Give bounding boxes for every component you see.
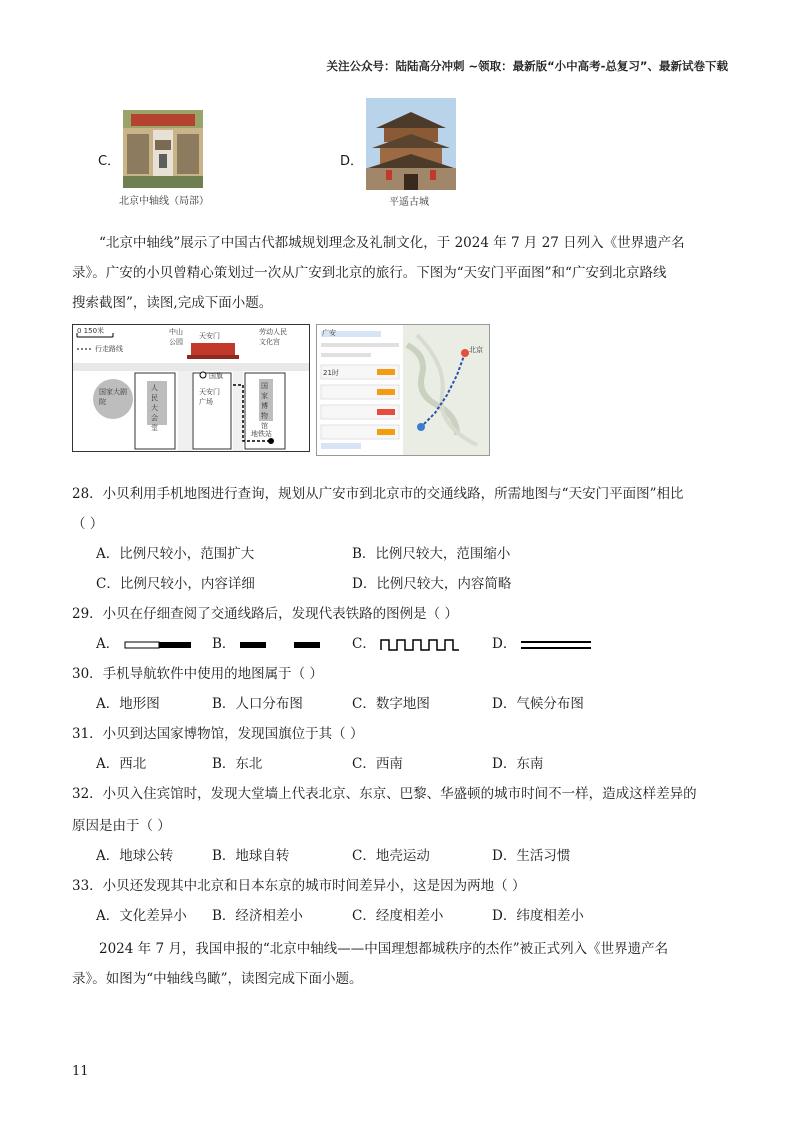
q28-option-d[interactable]: D．比例尺较大，内容简略: [352, 576, 512, 592]
q28-stem: 28．小贝利用手机地图进行查询，规划从广安市到北京市的交通线路，所需地图与“天安门平面图”相比: [72, 486, 684, 502]
q31-option-b[interactable]: B．东北: [212, 756, 263, 772]
header-note: 关注公众号：陆陆高分冲刺 ~领取：最新版“小中高考-总复习”、最新试卷下载: [326, 59, 728, 73]
option-c-caption: 北京中轴线（局部）: [119, 196, 209, 207]
q28-stem2: （ ）: [72, 516, 104, 532]
intro-paragraph-1: [72, 228, 728, 258]
route-from: 广安: [322, 329, 336, 337]
rail-legend-c-icon: [380, 638, 460, 652]
intro1-line3: 搜索截图”，读图,完成下面小题。: [72, 295, 273, 311]
option-c-label: C．: [98, 154, 121, 169]
map-label-museum: 国家博物馆: [261, 382, 268, 430]
map-label-station: 地铁站: [251, 430, 272, 438]
intro1-line2: 录》。广安的小贝曾精心策划过一次从广安到北京的旅行。下图为“天安门平面图”和“广安到北京路线: [72, 265, 667, 281]
q30-stem: 30．手机导航软件中使用的地图属于（ ）: [72, 666, 323, 682]
q29-option-a-label: A．: [96, 636, 120, 652]
q28-option-c[interactable]: C．比例尺较小，内容详细: [96, 576, 255, 592]
rail-legend-a-icon: [124, 640, 192, 650]
q33-option-c[interactable]: C．经度相差小: [352, 908, 444, 924]
tiananmen-plan-map: [72, 324, 310, 452]
q31-option-d[interactable]: D．东南: [492, 756, 544, 772]
q32-option-c[interactable]: C．地壳运动: [352, 848, 430, 864]
q32-stem: 32．小贝入住宾馆时，发现大堂墙上代表北京、东京、巴黎、华盛顿的城市时间不一样，造成这样差异的: [72, 786, 697, 802]
map-label-zhongshan: 中山 公园: [169, 328, 183, 346]
q33-stem: 33．小贝还发现其中北京和日本东京的城市时间差异小，这是因为两地（ ）: [72, 878, 526, 894]
beijing-axis-photo: [123, 110, 203, 188]
q33-option-d[interactable]: D．纬度相差小: [492, 908, 584, 924]
q29-option-b-label: B．: [212, 636, 236, 652]
q29-option-d[interactable]: [492, 632, 591, 652]
rail-legend-d-icon: [521, 639, 591, 651]
q32-option-d[interactable]: D．生活习惯: [492, 848, 571, 864]
q29-option-a[interactable]: [96, 632, 192, 652]
intro2-line1: 2024 年 7 月，我国申报的“北京中轴线——中国理想都城秩序的杰作”被正式列入《世界遗产名: [99, 941, 669, 957]
map-label-hall: 人民大会堂: [151, 384, 158, 432]
map-label-tiananmen: 天安门: [199, 332, 220, 340]
q28-option-a[interactable]: A．比例尺较小，范围扩大: [96, 546, 255, 562]
q29-option-c[interactable]: [352, 632, 460, 652]
page-number: 11: [72, 1064, 89, 1079]
route-to: 北京: [469, 346, 483, 354]
route-duration: 21时: [323, 369, 339, 377]
option-d-label: D．: [340, 154, 364, 169]
q33-option-b[interactable]: B．经济相差小: [212, 908, 303, 924]
q33-option-a[interactable]: A．文化差异小: [96, 908, 187, 924]
q30-option-b[interactable]: B．人口分布图: [212, 696, 303, 712]
q29-option-b[interactable]: [212, 632, 322, 652]
map-label-theatre: 国家大剧院: [99, 388, 127, 406]
q32-stem2: 原因是由于（ ）: [72, 818, 171, 834]
q31-option-a[interactable]: A．西北: [96, 756, 147, 772]
option-d-caption: 平遥古城: [389, 197, 429, 208]
q29-stem: 29．小贝在仔细查阅了交通线路后，发现代表铁路的图例是（ ）: [72, 606, 458, 622]
q32-option-b[interactable]: B．地球自转: [212, 848, 290, 864]
q30-option-d[interactable]: D．气候分布图: [492, 696, 584, 712]
map-label-laodong: 劳动人民 文化宫: [259, 328, 287, 346]
map-label-square: 天安门 广场: [199, 388, 220, 406]
map-scale: 0 150米: [77, 327, 105, 335]
q30-option-a[interactable]: A．地形图: [96, 696, 160, 712]
pingyao-photo: [366, 98, 456, 190]
q28-option-b[interactable]: B．比例尺较大，范围缩小: [352, 546, 511, 562]
q29-option-d-label: D．: [492, 636, 517, 652]
rail-legend-b-icon: [240, 640, 322, 650]
q31-option-c[interactable]: C．西南: [352, 756, 403, 772]
intro2-line2: 录》。如图为“中轴线鸟瞰”，读图完成下面小题。: [72, 971, 363, 987]
q29-option-c-label: C．: [352, 636, 376, 652]
map-walk-legend: 行走路线: [95, 345, 123, 353]
q30-option-c[interactable]: C．数字地图: [352, 696, 430, 712]
q32-option-a[interactable]: A．地球公转: [96, 848, 174, 864]
map-label-flagpole: 国旗: [209, 372, 223, 380]
q31-stem: 31．小贝到达国家博物馆，发现国旗位于其（ ）: [72, 726, 364, 742]
intro1-line1: “北京中轴线”展示了中国古代都城规划理念及礼制文化，于 2024 年 7 月 27 日列入《世界遗产名: [99, 235, 685, 251]
route-search-screenshot: [316, 324, 490, 456]
